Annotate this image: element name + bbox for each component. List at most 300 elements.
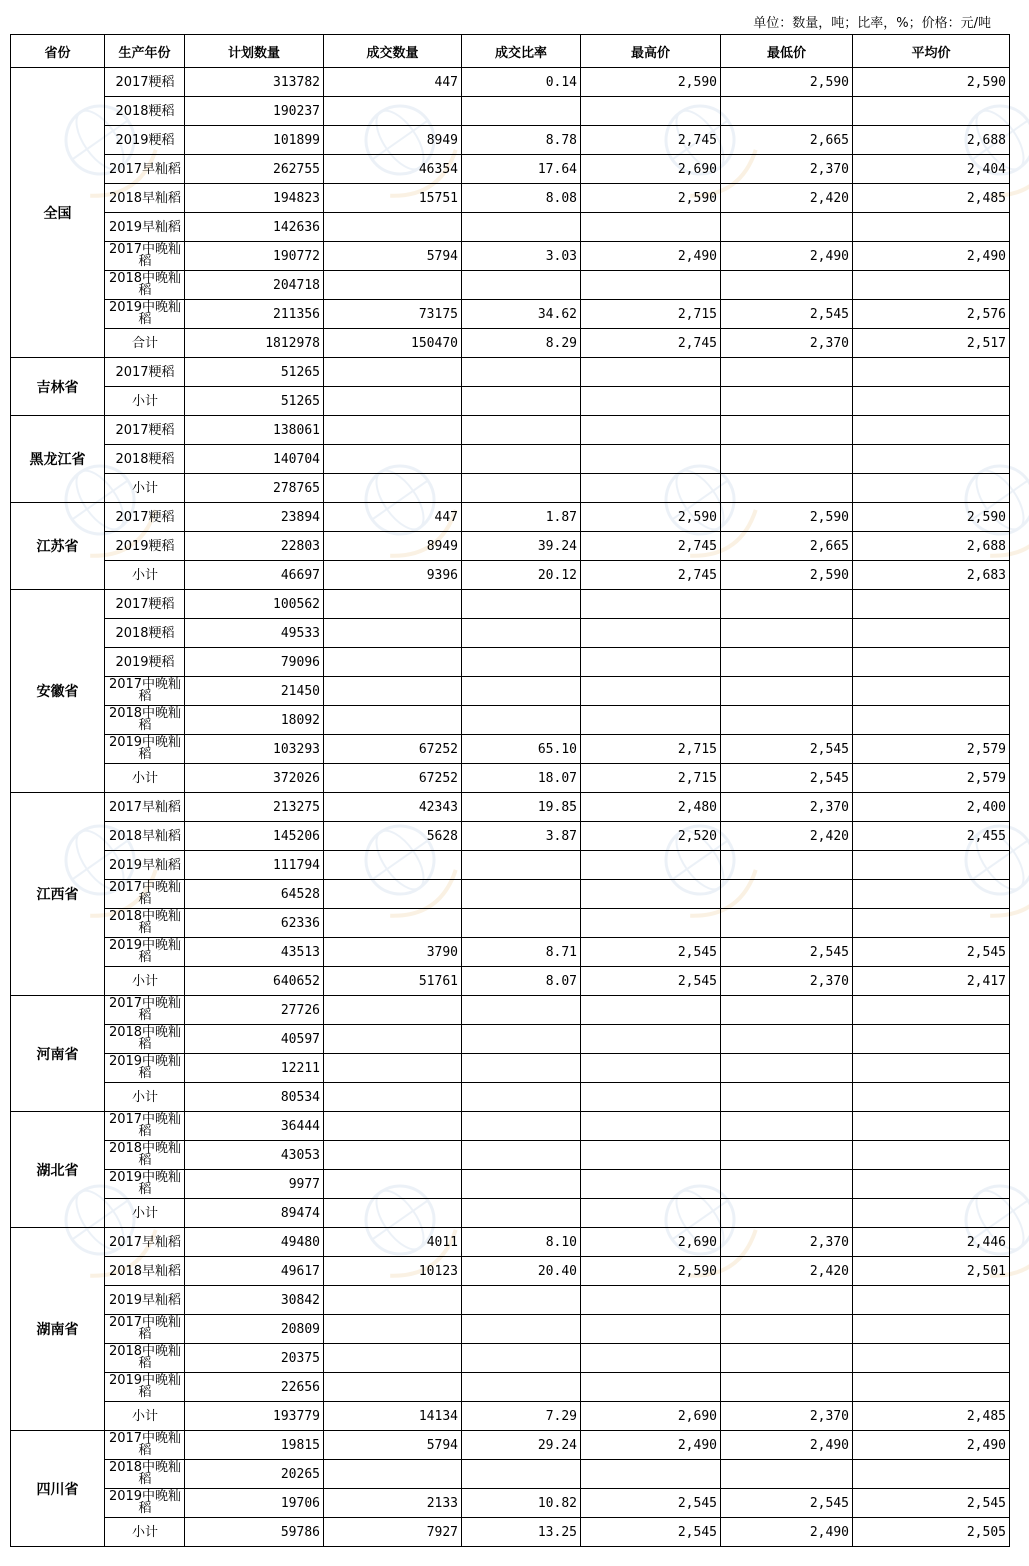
max-price-cell xyxy=(581,1460,721,1489)
planned-quantity-cell: 21450 xyxy=(185,677,324,706)
avg-price-cell xyxy=(853,677,1010,706)
avg-price-cell xyxy=(853,880,1010,909)
planned-quantity-cell: 36444 xyxy=(185,1112,324,1141)
deal-ratio-cell: 65.10 xyxy=(462,735,581,764)
province-cell: 四川省 xyxy=(11,1431,105,1547)
year-cell xyxy=(105,1228,185,1257)
deal-ratio-cell: 39.24 xyxy=(462,532,581,561)
avg-price-cell: 2,490 xyxy=(853,1431,1010,1460)
min-price-cell xyxy=(721,387,853,416)
deal-ratio-cell: 0.14 xyxy=(462,68,581,97)
deal-ratio-cell: 10.82 xyxy=(462,1489,581,1518)
deal-quantity-cell: 9396 xyxy=(324,561,462,590)
table-row xyxy=(11,300,1010,329)
table-row xyxy=(11,1518,1010,1547)
deal-quantity-cell xyxy=(324,1460,462,1489)
deal-ratio-cell xyxy=(462,619,581,648)
max-price-cell xyxy=(581,851,721,880)
year-label: 小计 xyxy=(131,1205,158,1221)
avg-price-cell: 2,404 xyxy=(853,155,1010,184)
year-label: 2018中晚籼稻 xyxy=(108,705,182,733)
min-price-cell xyxy=(721,445,853,474)
max-price-cell xyxy=(581,97,721,126)
year-label: 2019中晚籼稻 xyxy=(108,1053,182,1081)
planned-quantity-cell: 20809 xyxy=(185,1315,324,1344)
year-cell xyxy=(105,1112,185,1141)
min-price-cell xyxy=(721,677,853,706)
year-label: 2018中晚籼稻 xyxy=(108,1343,182,1371)
year-label: 2018早籼稻 xyxy=(108,190,182,206)
year-cell xyxy=(105,880,185,909)
min-price-cell xyxy=(721,97,853,126)
min-price-cell: 2,665 xyxy=(721,126,853,155)
min-price-cell: 2,545 xyxy=(721,300,853,329)
deal-quantity-cell xyxy=(324,1141,462,1170)
min-price-cell: 2,370 xyxy=(721,1402,853,1431)
year-cell xyxy=(105,271,185,300)
table-row xyxy=(11,967,1010,996)
year-label: 2019早籼稻 xyxy=(108,219,182,235)
province-cell: 江西省 xyxy=(11,793,105,996)
table-row xyxy=(11,1460,1010,1489)
year-cell xyxy=(105,1141,185,1170)
planned-quantity-cell: 18092 xyxy=(185,706,324,735)
deal-quantity-cell xyxy=(324,996,462,1025)
planned-quantity-cell: 142636 xyxy=(185,213,324,242)
min-price-cell: 2,545 xyxy=(721,1489,853,1518)
table-row xyxy=(11,68,1010,97)
deal-ratio-cell xyxy=(462,271,581,300)
min-price-cell xyxy=(721,1170,853,1199)
deal-ratio-cell xyxy=(462,358,581,387)
planned-quantity-cell: 111794 xyxy=(185,851,324,880)
header-production-year: 生产年份 xyxy=(105,35,185,68)
max-price-cell xyxy=(581,1344,721,1373)
deal-quantity-cell xyxy=(324,1315,462,1344)
deal-ratio-cell xyxy=(462,648,581,677)
year-label: 2019粳稻 xyxy=(115,654,175,670)
year-cell xyxy=(105,300,185,329)
year-cell xyxy=(105,648,185,677)
year-label: 2017早籼稻 xyxy=(108,799,182,815)
year-cell xyxy=(105,1025,185,1054)
deal-ratio-cell: 8.10 xyxy=(462,1228,581,1257)
year-label: 2018中晚籼稻 xyxy=(108,1459,182,1487)
planned-quantity-cell: 140704 xyxy=(185,445,324,474)
min-price-cell xyxy=(721,1141,853,1170)
year-label: 2018中晚籼稻 xyxy=(108,1024,182,1052)
year-label: 2017中晚籼稻 xyxy=(108,676,182,704)
min-price-cell: 2,490 xyxy=(721,242,853,271)
max-price-cell xyxy=(581,1286,721,1315)
year-cell xyxy=(105,184,185,213)
year-label: 小计 xyxy=(131,770,158,786)
deal-ratio-cell xyxy=(462,1083,581,1112)
table-row xyxy=(11,271,1010,300)
deal-quantity-cell: 4011 xyxy=(324,1228,462,1257)
year-label: 2018粳稻 xyxy=(115,625,175,641)
deal-ratio-cell xyxy=(462,1286,581,1315)
table-row xyxy=(11,532,1010,561)
deal-quantity-cell: 8949 xyxy=(324,126,462,155)
min-price-cell: 2,490 xyxy=(721,1431,853,1460)
deal-quantity-cell xyxy=(324,851,462,880)
table-row xyxy=(11,242,1010,271)
min-price-cell: 2,370 xyxy=(721,155,853,184)
year-label: 2019中晚籼稻 xyxy=(108,1169,182,1197)
max-price-cell: 2,480 xyxy=(581,793,721,822)
year-cell xyxy=(105,1054,185,1083)
year-label: 2018早籼稻 xyxy=(108,1263,182,1279)
avg-price-cell: 2,505 xyxy=(853,1518,1010,1547)
deal-ratio-cell xyxy=(462,1170,581,1199)
planned-quantity-cell: 640652 xyxy=(185,967,324,996)
deal-quantity-cell: 73175 xyxy=(324,300,462,329)
year-label: 2019中晚籼稻 xyxy=(108,299,182,327)
year-cell xyxy=(105,155,185,184)
avg-price-cell xyxy=(853,1286,1010,1315)
planned-quantity-cell: 193779 xyxy=(185,1402,324,1431)
table-row xyxy=(11,590,1010,619)
year-label: 2017粳稻 xyxy=(115,364,175,380)
table-row xyxy=(11,1025,1010,1054)
year-cell xyxy=(105,735,185,764)
deal-ratio-cell xyxy=(462,474,581,503)
province-cell: 吉林省 xyxy=(11,358,105,416)
avg-price-cell: 2,446 xyxy=(853,1228,1010,1257)
max-price-cell xyxy=(581,619,721,648)
min-price-cell: 2,370 xyxy=(721,329,853,358)
min-price-cell: 2,370 xyxy=(721,967,853,996)
table-row xyxy=(11,329,1010,358)
province-cell: 江苏省 xyxy=(11,503,105,590)
year-cell xyxy=(105,503,185,532)
max-price-cell: 2,690 xyxy=(581,1228,721,1257)
max-price-cell xyxy=(581,271,721,300)
min-price-cell: 2,590 xyxy=(721,503,853,532)
year-cell xyxy=(105,1083,185,1112)
max-price-cell xyxy=(581,880,721,909)
min-price-cell xyxy=(721,619,853,648)
year-label: 2019中晚籼稻 xyxy=(108,734,182,762)
planned-quantity-cell: 213275 xyxy=(185,793,324,822)
year-cell xyxy=(105,97,185,126)
deal-ratio-cell xyxy=(462,445,581,474)
year-cell xyxy=(105,851,185,880)
year-cell xyxy=(105,213,185,242)
planned-quantity-cell: 372026 xyxy=(185,764,324,793)
planned-quantity-cell: 204718 xyxy=(185,271,324,300)
avg-price-cell: 2,417 xyxy=(853,967,1010,996)
deal-quantity-cell xyxy=(324,97,462,126)
table-row xyxy=(11,1373,1010,1402)
year-label: 小计 xyxy=(131,1524,158,1540)
table-row xyxy=(11,1170,1010,1199)
deal-quantity-cell xyxy=(324,1025,462,1054)
planned-quantity-cell: 138061 xyxy=(185,416,324,445)
min-price-cell xyxy=(721,648,853,677)
year-label: 2018中晚籼稻 xyxy=(108,908,182,936)
header-max-price: 最高价 xyxy=(581,35,721,68)
min-price-cell xyxy=(721,909,853,938)
year-label: 2017粳稻 xyxy=(115,74,175,90)
deal-ratio-cell xyxy=(462,677,581,706)
max-price-cell: 2,745 xyxy=(581,532,721,561)
year-label: 2019中晚籼稻 xyxy=(108,1372,182,1400)
table-row xyxy=(11,909,1010,938)
table-row xyxy=(11,561,1010,590)
province-cell: 全国 xyxy=(11,68,105,358)
min-price-cell xyxy=(721,1286,853,1315)
deal-ratio-cell xyxy=(462,1460,581,1489)
max-price-cell: 2,545 xyxy=(581,938,721,967)
planned-quantity-cell: 30842 xyxy=(185,1286,324,1315)
avg-price-cell: 2,485 xyxy=(853,184,1010,213)
min-price-cell: 2,545 xyxy=(721,938,853,967)
max-price-cell: 2,490 xyxy=(581,242,721,271)
deal-quantity-cell: 5794 xyxy=(324,242,462,271)
avg-price-cell xyxy=(853,1112,1010,1141)
planned-quantity-cell: 51265 xyxy=(185,387,324,416)
min-price-cell xyxy=(721,880,853,909)
deal-ratio-cell: 34.62 xyxy=(462,300,581,329)
table-row xyxy=(11,1199,1010,1228)
table-row xyxy=(11,938,1010,967)
province-cell: 湖南省 xyxy=(11,1228,105,1431)
min-price-cell: 2,590 xyxy=(721,68,853,97)
year-cell xyxy=(105,1286,185,1315)
planned-quantity-cell: 145206 xyxy=(185,822,324,851)
planned-quantity-cell: 27726 xyxy=(185,996,324,1025)
year-label: 2019粳稻 xyxy=(115,538,175,554)
year-cell xyxy=(105,996,185,1025)
deal-ratio-cell xyxy=(462,590,581,619)
max-price-cell xyxy=(581,1141,721,1170)
year-cell xyxy=(105,938,185,967)
deal-ratio-cell xyxy=(462,97,581,126)
year-label: 2019中晚籼稻 xyxy=(108,1488,182,1516)
year-cell xyxy=(105,358,185,387)
avg-price-cell: 2,579 xyxy=(853,764,1010,793)
table-row xyxy=(11,822,1010,851)
avg-price-cell xyxy=(853,445,1010,474)
avg-price-cell xyxy=(853,619,1010,648)
planned-quantity-cell: 194823 xyxy=(185,184,324,213)
year-cell xyxy=(105,68,185,97)
avg-price-cell xyxy=(853,1344,1010,1373)
table-row xyxy=(11,764,1010,793)
header-row xyxy=(11,35,1010,68)
max-price-cell xyxy=(581,996,721,1025)
avg-price-cell: 2,545 xyxy=(853,938,1010,967)
deal-quantity-cell: 15751 xyxy=(324,184,462,213)
deal-quantity-cell xyxy=(324,358,462,387)
avg-price-cell xyxy=(853,474,1010,503)
deal-quantity-cell xyxy=(324,677,462,706)
year-label: 2018中晚籼稻 xyxy=(108,270,182,298)
min-price-cell: 2,420 xyxy=(721,822,853,851)
planned-quantity-cell: 89474 xyxy=(185,1199,324,1228)
max-price-cell: 2,715 xyxy=(581,300,721,329)
avg-price-cell: 2,545 xyxy=(853,1489,1010,1518)
avg-price-cell xyxy=(853,213,1010,242)
max-price-cell xyxy=(581,1170,721,1199)
table-row xyxy=(11,1315,1010,1344)
year-label: 2019早籼稻 xyxy=(108,1292,182,1308)
planned-quantity-cell: 190237 xyxy=(185,97,324,126)
deal-ratio-cell: 17.64 xyxy=(462,155,581,184)
deal-ratio-cell: 1.87 xyxy=(462,503,581,532)
rice-auction-table xyxy=(10,34,1010,1547)
deal-ratio-cell: 18.07 xyxy=(462,764,581,793)
avg-price-cell xyxy=(853,1025,1010,1054)
year-cell xyxy=(105,1460,185,1489)
min-price-cell xyxy=(721,271,853,300)
deal-quantity-cell: 46354 xyxy=(324,155,462,184)
table-row xyxy=(11,851,1010,880)
deal-quantity-cell: 42343 xyxy=(324,793,462,822)
max-price-cell: 2,545 xyxy=(581,967,721,996)
table-row xyxy=(11,1402,1010,1431)
max-price-cell xyxy=(581,474,721,503)
deal-ratio-cell: 19.85 xyxy=(462,793,581,822)
max-price-cell: 2,745 xyxy=(581,329,721,358)
min-price-cell xyxy=(721,1083,853,1112)
table-row xyxy=(11,880,1010,909)
year-cell xyxy=(105,909,185,938)
min-price-cell: 2,420 xyxy=(721,184,853,213)
avg-price-cell: 2,688 xyxy=(853,126,1010,155)
avg-price-cell xyxy=(853,706,1010,735)
min-price-cell: 2,665 xyxy=(721,532,853,561)
max-price-cell: 2,490 xyxy=(581,1431,721,1460)
max-price-cell xyxy=(581,416,721,445)
year-label: 2017早籼稻 xyxy=(108,1234,182,1250)
planned-quantity-cell: 20265 xyxy=(185,1460,324,1489)
year-label: 2017中晚籼稻 xyxy=(108,1314,182,1342)
planned-quantity-cell: 19815 xyxy=(185,1431,324,1460)
year-cell xyxy=(105,1489,185,1518)
year-label: 2017中晚籼稻 xyxy=(108,879,182,907)
year-label: 小计 xyxy=(131,1408,158,1424)
table-row xyxy=(11,1054,1010,1083)
deal-ratio-cell: 20.12 xyxy=(462,561,581,590)
avg-price-cell: 2,517 xyxy=(853,329,1010,358)
year-cell xyxy=(105,793,185,822)
max-price-cell xyxy=(581,909,721,938)
deal-quantity-cell xyxy=(324,445,462,474)
province-cell: 安徽省 xyxy=(11,590,105,793)
avg-price-cell xyxy=(853,909,1010,938)
deal-ratio-cell xyxy=(462,996,581,1025)
deal-quantity-cell xyxy=(324,474,462,503)
year-cell xyxy=(105,242,185,271)
table-row xyxy=(11,1286,1010,1315)
year-label: 2017粳稻 xyxy=(115,422,175,438)
max-price-cell xyxy=(581,590,721,619)
planned-quantity-cell: 190772 xyxy=(185,242,324,271)
deal-quantity-cell: 447 xyxy=(324,68,462,97)
planned-quantity-cell: 64528 xyxy=(185,880,324,909)
table-row xyxy=(11,358,1010,387)
table-row xyxy=(11,503,1010,532)
year-cell xyxy=(105,1373,185,1402)
deal-quantity-cell xyxy=(324,880,462,909)
max-price-cell: 2,715 xyxy=(581,764,721,793)
planned-quantity-cell: 19706 xyxy=(185,1489,324,1518)
deal-ratio-cell xyxy=(462,706,581,735)
min-price-cell xyxy=(721,358,853,387)
planned-quantity-cell: 20375 xyxy=(185,1344,324,1373)
planned-quantity-cell: 51265 xyxy=(185,358,324,387)
year-cell xyxy=(105,677,185,706)
deal-quantity-cell xyxy=(324,1083,462,1112)
deal-quantity-cell xyxy=(324,1199,462,1228)
header-planned-quantity: 计划数量 xyxy=(185,35,324,68)
avg-price-cell xyxy=(853,648,1010,677)
deal-quantity-cell xyxy=(324,416,462,445)
max-price-cell: 2,715 xyxy=(581,735,721,764)
deal-quantity-cell xyxy=(324,590,462,619)
planned-quantity-cell: 9977 xyxy=(185,1170,324,1199)
min-price-cell xyxy=(721,1315,853,1344)
planned-quantity-cell: 43513 xyxy=(185,938,324,967)
avg-price-cell: 2,576 xyxy=(853,300,1010,329)
deal-quantity-cell: 150470 xyxy=(324,329,462,358)
year-label: 小计 xyxy=(131,480,158,496)
deal-quantity-cell xyxy=(324,1344,462,1373)
deal-ratio-cell xyxy=(462,416,581,445)
unit-note: 单位：数量，吨；比率，%；价格：元/吨 xyxy=(753,16,991,31)
min-price-cell xyxy=(721,1025,853,1054)
header-avg-price: 平均价 xyxy=(853,35,1010,68)
table-row xyxy=(11,1431,1010,1460)
planned-quantity-cell: 101899 xyxy=(185,126,324,155)
year-cell xyxy=(105,1402,185,1431)
planned-quantity-cell: 23894 xyxy=(185,503,324,532)
deal-quantity-cell xyxy=(324,271,462,300)
year-cell xyxy=(105,387,185,416)
year-label: 2017中晚籼稻 xyxy=(108,1111,182,1139)
table-row xyxy=(11,1112,1010,1141)
deal-ratio-cell: 13.25 xyxy=(462,1518,581,1547)
planned-quantity-cell: 12211 xyxy=(185,1054,324,1083)
table-row xyxy=(11,1257,1010,1286)
year-cell xyxy=(105,706,185,735)
avg-price-cell: 2,590 xyxy=(853,68,1010,97)
table-row xyxy=(11,1141,1010,1170)
avg-price-cell xyxy=(853,358,1010,387)
avg-price-cell xyxy=(853,1460,1010,1489)
deal-quantity-cell: 7927 xyxy=(324,1518,462,1547)
max-price-cell: 2,690 xyxy=(581,1402,721,1431)
year-cell xyxy=(105,561,185,590)
planned-quantity-cell: 313782 xyxy=(185,68,324,97)
header-deal-ratio: 成交比率 xyxy=(462,35,581,68)
min-price-cell: 2,370 xyxy=(721,793,853,822)
planned-quantity-cell: 62336 xyxy=(185,909,324,938)
province-cell: 湖北省 xyxy=(11,1112,105,1228)
table-row xyxy=(11,706,1010,735)
max-price-cell: 2,590 xyxy=(581,184,721,213)
year-cell xyxy=(105,126,185,155)
deal-ratio-cell: 8.71 xyxy=(462,938,581,967)
planned-quantity-cell: 1812978 xyxy=(185,329,324,358)
year-cell xyxy=(105,619,185,648)
avg-price-cell xyxy=(853,1141,1010,1170)
year-label: 2018粳稻 xyxy=(115,103,175,119)
year-cell xyxy=(105,1431,185,1460)
